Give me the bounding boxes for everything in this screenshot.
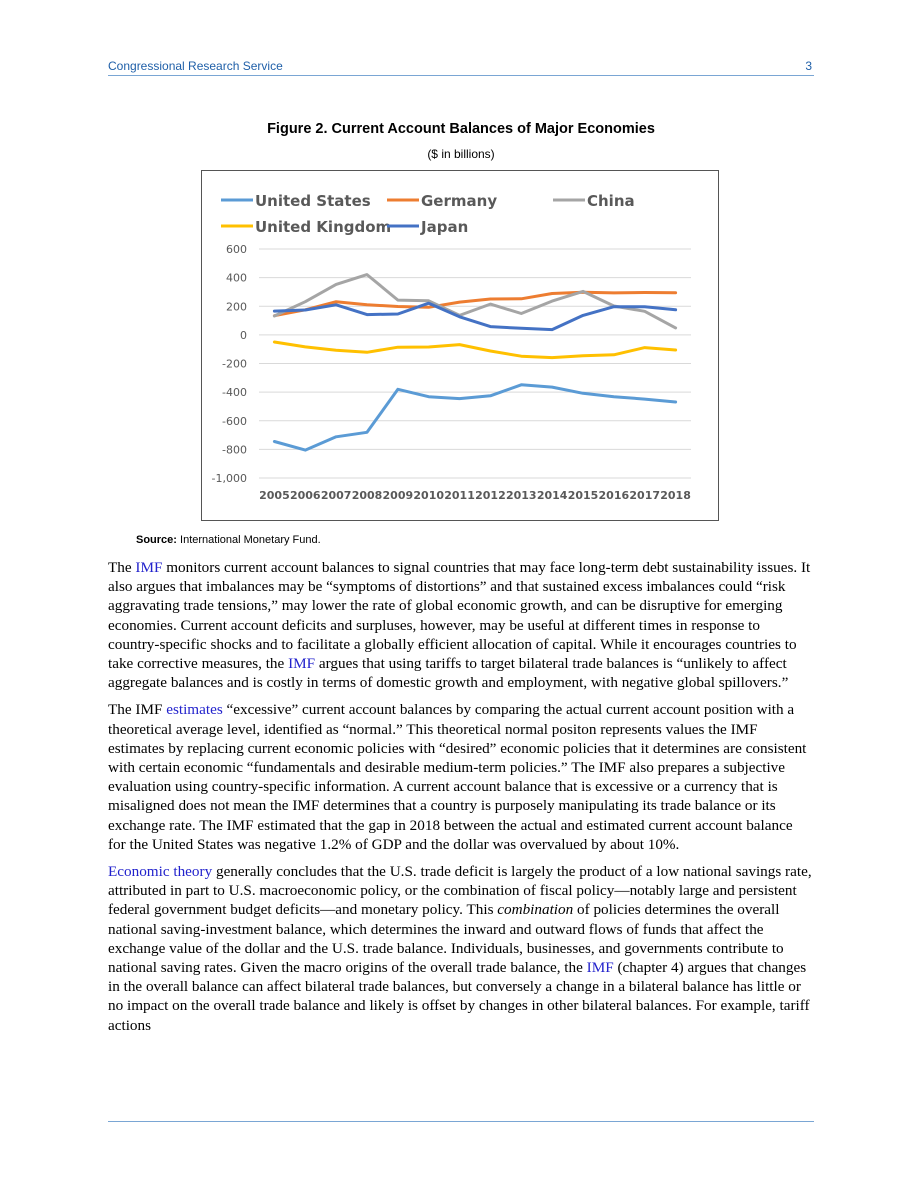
imf-link[interactable]: IMF <box>288 655 316 673</box>
y-tick-label: 200 <box>226 300 247 314</box>
x-tick-label: 2014 <box>536 489 568 502</box>
x-tick-label: 2013 <box>505 489 537 502</box>
header-divider <box>108 75 814 76</box>
imf-link[interactable]: IMF <box>586 959 614 977</box>
footer-divider <box>108 1121 814 1122</box>
text-run: generally concludes that the U.S. trade deficit is largely the product of a low national savings rate, attributed in part to U.S. macroeconomic policy, or the combination of fiscal policy—notably large and persistent federal government budget deficits—and monetary policy. This <box>108 863 812 919</box>
legend-label: Germany <box>421 192 498 210</box>
y-tick-label: -200 <box>222 357 247 371</box>
x-tick-label: 2012 <box>475 489 506 502</box>
header-organization: Congressional Research Service <box>108 59 283 73</box>
paragraph-1 <box>108 558 814 692</box>
x-tick-label: 2009 <box>382 489 414 502</box>
x-tick-label: 2011 <box>444 489 475 502</box>
y-tick-label: 0 <box>240 328 247 342</box>
text-run: of policies determines the overall national saving-investment balance, which determines the inward and outward flows of funds that affect the exchange value of the dollar and the U.S. trade balance. Individuals, businesses, and governments contribute to national saving rates. Given the macro origins of the overall trade balance, the <box>108 901 784 977</box>
text-run: The <box>108 559 136 576</box>
x-tick-label: 2017 <box>629 489 661 502</box>
y-tick-label: -400 <box>222 386 247 400</box>
y-tick-label: -800 <box>222 443 247 457</box>
legend-label: United Kingdom <box>255 218 392 236</box>
chart-container <box>201 170 719 521</box>
figure-subtitle: ($ in billions) <box>427 147 495 161</box>
figure-title: Figure 2. Current Account Balances of Major Economies <box>267 121 655 137</box>
x-tick-label: 2016 <box>598 489 630 502</box>
emphasis-combination: combination <box>497 901 574 919</box>
y-tick-label: 600 <box>226 243 247 256</box>
imf-link[interactable]: IMF <box>135 559 163 576</box>
x-tick-label: 2010 <box>413 489 445 502</box>
x-tick-label: 2008 <box>351 489 383 502</box>
economic-theory-link[interactable]: Economic theory <box>108 863 213 881</box>
y-tick-label: -600 <box>222 414 247 428</box>
line-chart <box>201 170 719 521</box>
text-run: The IMF <box>108 701 167 719</box>
x-tick-label: 2006 <box>289 489 321 502</box>
figure-source <box>136 534 321 546</box>
text-run: “excessive” current account balances by comparing the actual current account position with a theoretical average level, identified as “normal.” This theoretical normal positon represents values the IMF estimates by replacing current economic policies with “desired” economic policies that it determines are consistent with certain economic “fundamentals and desirable medium-term policies.” The IMF also prepares a subjective evaluation using country-specific information. A current account balance that is excessive or a currency that is misaligned does not mean the IMF determines that a country is purposely manipulating its trade balance or its exchange rate. The IMF estimated that the gap in 2018 between the actual and estimated current account balance for the United States was negative 1.2% of GDP and the dollar was overvalued by about 10%. <box>108 701 807 853</box>
legend-label: China <box>587 192 635 210</box>
legend-label: Japan <box>421 218 469 236</box>
estimates-link[interactable]: estimates <box>166 701 223 719</box>
y-tick-label: -1,000 <box>211 472 247 485</box>
text-run: argues that using tariffs to target bilateral trade balances is “unlikely to affect aggregate balances and is costly in terms of domestic growth and employment, with negative global spillovers.” <box>108 655 789 692</box>
x-tick-label: 2018 <box>660 489 691 502</box>
text-run: monitors current account balances to signal countries that may face long-term debt sustainability issues. It also argues that imbalances may be “symptoms of distortions” and that sustained excess imbalances could “risk aggravating trade tensions,” may lower the rate of global economic growth, and can be disruptive for emerging economies. Current account deficits and surpluses, however, may be useful at different times in response to country-specific shocks and to facilitate a globally efficient allocation of capital. While it encourages countries to take corrective measures, the <box>108 559 811 673</box>
source-label: Source: <box>136 534 177 546</box>
x-tick-label: 2007 <box>320 489 352 502</box>
body-text <box>108 558 814 1043</box>
page-header <box>108 58 814 76</box>
paragraph-2 <box>108 700 814 854</box>
x-tick-label: 2015 <box>567 489 599 502</box>
paragraph-3 <box>108 862 814 1035</box>
page-number: 3 <box>805 59 812 73</box>
source-text: International Monetary Fund. <box>176 534 321 546</box>
y-tick-label: 400 <box>226 271 247 285</box>
text-run: (chapter 4) argues that changes in the overall balance can affect bilateral trade balances, but conversely a change in a bilateral balance has little or no impact on the overall trade balance and likely is offset by changes in other bilateral balances. For example, tariff actions <box>108 959 810 1034</box>
legend-label: United States <box>255 192 371 210</box>
x-tick-label: 2005 <box>259 489 290 502</box>
